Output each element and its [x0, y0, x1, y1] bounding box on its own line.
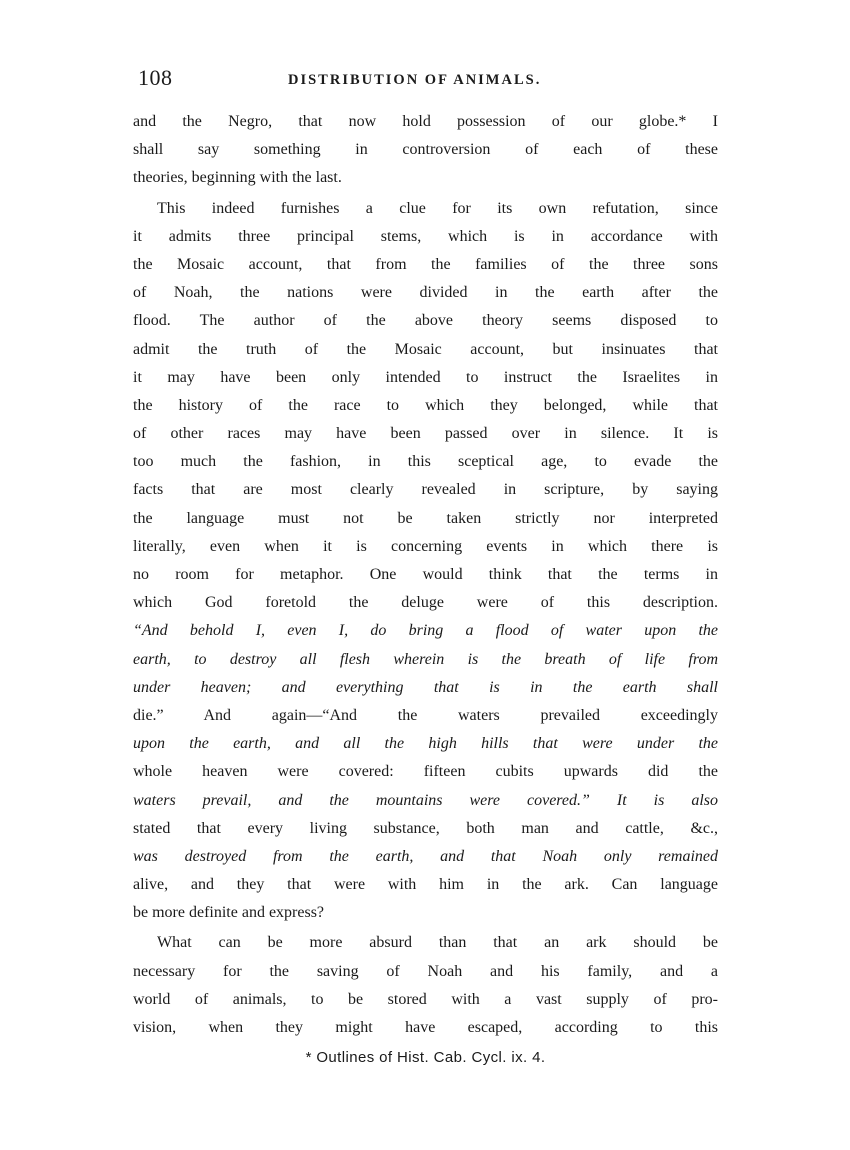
text-line: under heaven; and everything that is in the earth shall — [133, 678, 718, 696]
text-line: whole heaven were covered: fifteen cubits upwards did the — [133, 763, 718, 781]
text-line: waters prevail, and the mountains were covered.” It is also — [133, 791, 718, 809]
text-line: upon the earth, and all the high hills that were under the — [133, 735, 718, 753]
running-title: DISTRIBUTION OF ANIMALS. — [288, 72, 542, 88]
running-head — [133, 65, 718, 95]
paragraph — [133, 934, 718, 1047]
text-line: it may have been only intended to instruct the Israelites in — [133, 368, 718, 386]
text-line: flood. The author of the above theory seems disposed to — [133, 312, 718, 330]
text-line: no room for metaphor. One would think that the terms in — [133, 566, 718, 583]
text-line: admit the truth of the Mosaic account, but insinuates that — [133, 340, 718, 358]
text-line: which God foretold the deluge were of this description. — [133, 594, 718, 612]
text-line: it admits three principal stems, which is in accordance with — [133, 227, 718, 245]
text-line: the Mosaic account, that from the families of the three sons — [133, 255, 718, 273]
text-line: the history of the race to which they belonged, while that — [133, 396, 718, 414]
text-line: the language must not be taken strictly nor interpreted — [133, 509, 718, 527]
text-line: alive, and they that were with him in the ark. Can language — [133, 876, 718, 894]
paragraph — [133, 200, 718, 933]
text-line: be more definite and express? — [133, 904, 325, 922]
text-line: theories, beginning with the last. — [133, 169, 342, 187]
text-line: earth, to destroy all flesh wherein is the breath of life from — [133, 650, 718, 668]
body-text — [133, 113, 718, 1047]
text-line: of Noah, the nations were divided in the earth after the — [133, 284, 718, 302]
text-line: shall say something in controversion of each of these — [133, 141, 718, 159]
text-line: stated that every living substance, both man and cattle, &c., — [133, 819, 718, 837]
text-line: was destroyed from the earth, and that Noah only remained — [133, 847, 718, 865]
text-line: world of animals, to be stored with a vast supply of pro- — [133, 990, 718, 1008]
footnote: * Outlines of Hist. Cab. Cycl. ix. 4. — [305, 1049, 546, 1067]
text-line: literally, even when it is concerning events in which there is — [133, 537, 718, 555]
text-line: and the Negro, that now hold possession of our globe.* I — [133, 113, 718, 130]
text-line: This indeed furnishes a clue for its own refutation, since — [157, 199, 718, 217]
text-line: necessary for the saving of Noah and his family, and a — [133, 962, 718, 980]
paragraph — [133, 113, 718, 198]
text-line: “And behold I, even I, do bring a flood of water upon the — [133, 622, 718, 640]
text-line: What can be more absurd than that an ark should be — [157, 934, 718, 952]
text-line: vision, when they might have escaped, according to this — [133, 1019, 718, 1036]
text-line: facts that are most clearly revealed in scripture, by saying — [133, 481, 718, 499]
book-page — [133, 65, 718, 1066]
text-line: die.” And again—“And the waters prevailed exceedingly — [133, 706, 718, 724]
text-line: too much the fashion, in this sceptical age, to evade the — [133, 453, 718, 471]
text-line: of other races may have been passed over in silence. It is — [133, 425, 718, 443]
page-number: 108 — [138, 65, 173, 90]
